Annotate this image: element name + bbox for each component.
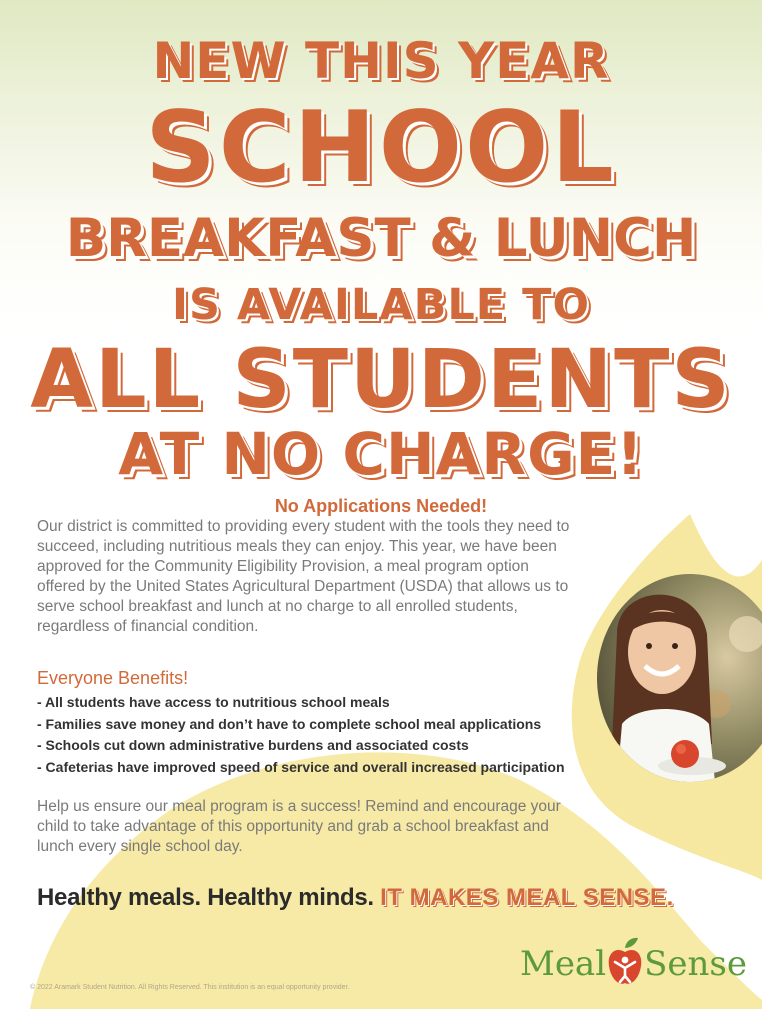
- headline-at-no-charge: AT NO CHARGE!: [118, 420, 644, 488]
- benefits-title: Everyone Benefits!: [37, 668, 189, 688]
- benefit-item: - Schools cut down administrative burdens and associated costs: [37, 737, 469, 753]
- tagline-plain: Healthy meals. Healthy minds.: [37, 884, 374, 911]
- meal-sense-logo: [520, 934, 747, 994]
- copyright-notice: © 2022 Aramark Student Nutrition. All Rights Reserved. This institution is an equal opportunity provider.: [30, 984, 350, 991]
- headline-school: SCHOOL: [145, 91, 617, 205]
- headline-breakfast-lunch: BREAKFAST & LUNCH: [65, 208, 697, 269]
- logo-text-meal: Meal: [520, 944, 607, 984]
- headline-is-available-to: IS AVAILABLE TO: [171, 280, 591, 330]
- benefit-item: - Cafeterias have improved speed of service and overall increased participation: [37, 758, 565, 775]
- headline-new-this-year: NEW THIS YEAR: [152, 32, 610, 90]
- sub-heading: No Applications Needed!: [274, 496, 488, 516]
- tagline: [37, 884, 674, 912]
- logo-text-sense: Sense: [644, 944, 747, 984]
- benefit-item: - Families save money and don’t have to complete school meal applications: [37, 715, 542, 732]
- benefit-item: - All students have access to nutritious school meals: [37, 694, 390, 710]
- closing-paragraph: Help us ensure our meal program is a success! Remind and encourage your child to take advantage of this opportunity and grab a school breakfast and lunch every single school day.: [37, 798, 561, 855]
- intro-paragraph: Our district is committed to providing every student with the tools they need to succeed, including nutritious meals they can enjoy. This year, we have been approved for the Community Eligibility Provision, a meal program option offered by the United States Agricultural Department (USDA) that allows us to serve school breakfast and lunch at no charge to all enrolled students, regardless of financial condition.: [37, 518, 570, 635]
- tagline-accent: IT MAKES MEAL SENSE.: [380, 884, 674, 911]
- headline-all-students: ALL STUDENTS: [30, 333, 732, 427]
- apple-person-icon: [606, 934, 644, 994]
- benefits-list: [37, 692, 597, 778]
